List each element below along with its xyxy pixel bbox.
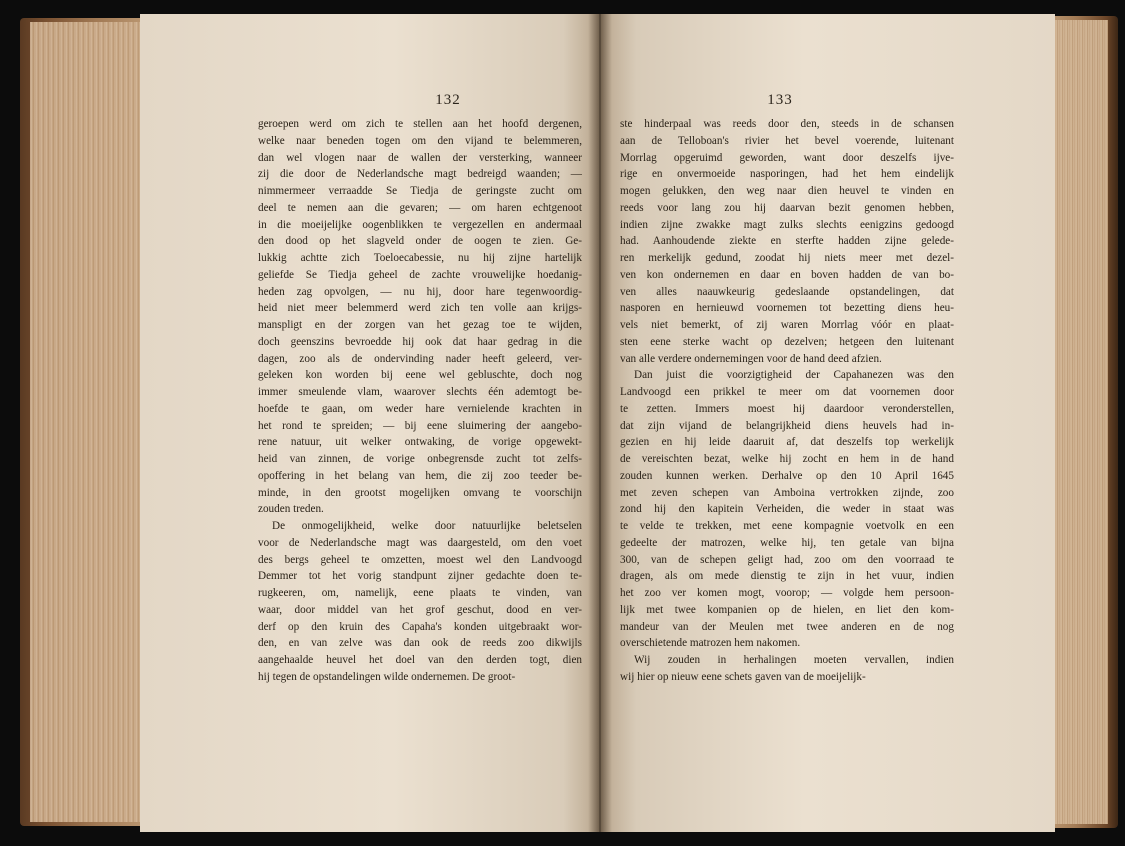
text-line: ren merkelijk gedund, zoodat hij niets meer met dezel- [620, 252, 954, 264]
text-line: nimmermeer verraadde Se Tiedja de geringste zucht om [258, 185, 582, 197]
text-line: opoffering in het belang van hem, die zij zoo teeder be- [258, 469, 582, 482]
text-line: te zetten. Immers moest hij daardoor veronderstellen, [620, 402, 954, 415]
text-line: overschietende matrozen hem nakomen. [620, 637, 801, 650]
right-page [600, 14, 1055, 832]
text-line: van alle verdere ondernemingen voor de hand deed afzien. [620, 352, 882, 365]
text-line: manspligt en der zorgen van het gezag toe te wijden, [258, 319, 582, 331]
text-line: voor de Nederlandsche magt was daargesteld, om den voet [258, 536, 582, 549]
text-line: dagen, zoo als de ondervinding nader heeft geleerd, ver- [258, 352, 582, 365]
left-page [140, 14, 600, 832]
text-line: des bergs geheel te omzetten, moest wel den Landvoogd [258, 553, 582, 566]
text-line: lukkig achtte zich Toeloecabessie, nu hij zijne hartelijk [258, 252, 582, 264]
page-edges-right [1048, 20, 1108, 824]
text-line: zouden treden. [258, 503, 324, 516]
text-line: nasporen en hernieuwd voornemen tot bezetting diens heu- [620, 302, 954, 315]
text-line: reeds voor lang zou hij daarvan bezit genomen hebben, [620, 201, 954, 214]
text-line: heid van zinnen, de vorige onbegrensde zucht tot zelfs- [258, 453, 582, 465]
text-line: aan de Telloboan's rivier het bevel voerende, luitenant [620, 134, 954, 147]
text-line: sten eene sterke wacht op dezelven; hetgeen den luitenant [620, 335, 954, 348]
text-line: zij die door de Nederlandsche magt bedreigd waanden; — [258, 168, 582, 181]
right-page-number: 133 [767, 92, 793, 108]
text-line: heid niet meer belemmerd werd zich ten volle aan krijgs- [258, 302, 582, 315]
text-line: dat zijn vijand de belangrijkheid diens heuvels had in- [620, 419, 954, 432]
text-line: Morrlag opgeruimd geworden, want door deszelfs ijve- [620, 151, 954, 164]
text-line: geroepen werd om zich te stellen aan het hoofd dergenen, [258, 118, 582, 130]
left-page-number: 132 [435, 92, 461, 108]
text-line: wij hier op nieuw eene schets gaven van de moeijelijk- [620, 670, 866, 683]
text-line: indien zijne zwakke magt zulks slechts eenigzins gedoogd [620, 218, 954, 231]
text-line: gedeelte der matrozen, welke hij, ten getale van bijna [620, 536, 954, 549]
text-line: doch geenszins bevroedde hij ook dat haar gedrag in die [258, 335, 582, 348]
text-line: Dan juist die voorzigtigheid der Capahanezen was den [634, 369, 954, 382]
text-line: De onmogelijkheid, welke door natuurlijke beletselen [272, 520, 582, 532]
text-line: te velde te trekken, met eene kompagnie voetvolk en een [620, 520, 954, 532]
text-line: minde, in den grootst mogelijken omvang te voorschijn [258, 486, 582, 499]
text-line: de vereischten bezat, welke hij zocht en hem in de hand [620, 453, 954, 465]
text-line: mogen gelukken, den weg naar dien heuvel te vinden en [620, 185, 954, 197]
text-line: vels niet bemerkt, of zij waren Morrlag vóór en plaat- [620, 319, 954, 331]
text-line: hoefde te gaan, om weder hare vernielende krachten in [258, 402, 582, 415]
text-line: Wij zouden in herhalingen moeten vervallen, indien [634, 654, 954, 666]
text-line: hij tegen de opstandelingen wilde ondernemen. De groot- [258, 670, 516, 683]
text-line: ste hinderpaal was reeds door den, steeds in de schansen [620, 118, 954, 130]
text-line: immer smeulende vlam, waarover slechts één ademtogt be- [258, 386, 582, 398]
text-line: rugkeeren, om, namelijk, eene plaats te vinden, van [258, 587, 582, 599]
text-line: het zoo ver komen mogt, voorop; — volgde hem persoon- [620, 587, 954, 599]
text-line: ven kon ondernemen en daar en boven hadden de van bo- [620, 268, 954, 281]
right-page-text [620, 116, 954, 686]
text-line: rene natuur, uit welker ontwaking, de vorige opgewekt- [258, 436, 582, 449]
text-line: Landvoogd een prikkel te meer om dat voornemen door [620, 386, 954, 398]
text-line: Demmer tot het vorig standpunt zijner gedachte doen te- [258, 570, 582, 583]
text-line: deel te nemen aan die gevaren; — om haren echtgenoot [258, 201, 582, 214]
text-line: gezien en hij leide daaruit af, dat deszelfs top werkelijk [620, 436, 954, 449]
text-line: waar, door middel van het grof geschut, dood en ver- [258, 603, 582, 616]
text-line: den dood op het slagveld onder de oogen te zien. Ge- [258, 235, 582, 248]
text-line: 300, van de schepen geligt had, zoo om den voorraad te [620, 553, 954, 566]
book-gutter [588, 14, 612, 832]
text-line: zouden kunnen werken. Derhalve op den 10 April 1645 [620, 469, 954, 482]
text-line: het rond te spreiden; — bij eene sluimering der aangebo- [258, 419, 582, 432]
left-page-text [258, 116, 582, 686]
text-line: lijk met twee kompanien op de hielen, en liet den kom- [620, 603, 954, 616]
text-line: rige en onvermoeide nasporingen, had het hem eindelijk [620, 168, 954, 181]
text-line: den, en van zelve was dan ook de reeds zoo dikwijls [258, 637, 582, 650]
text-line: geleken kon worden bij eene wel gebluschte, doch nog [258, 369, 582, 382]
text-line: welke naar beneden togen om den vijand te belemmeren, [258, 134, 582, 147]
text-line: aangehaalde heuvel het doel van den derden togt, dien [258, 654, 582, 666]
text-line: derf op den kruin des Capaha's konden uitgebraakt wor- [258, 620, 582, 633]
text-line: ven alles naauwkeurig gedeslaande opstandelingen, dat [620, 285, 954, 298]
text-line: had. Aanhoudende ziekte en sterfte hadden zijne gelede- [620, 235, 954, 248]
text-line: dan wel vlogen naar de wallen der versterking, wanneer [258, 151, 582, 164]
text-line: mandeur van der Meulen met twee anderen en de nog [620, 620, 954, 633]
text-line: zond hij den kapitein Verheiden, die weder in staat was [620, 503, 954, 516]
text-line: heden zag opvolgen, — nu hij, door hare tegenwoordig- [258, 285, 582, 298]
text-line: in die moeijelijke oogenblikken te vergezellen en andermaal [258, 218, 582, 231]
text-line: met zeven schepen van Amboina vertrokken zijnde, zoo [620, 486, 954, 499]
text-line: geliefde Se Tiedja geheel de zachte vrouwelijke hoedanig- [258, 268, 582, 281]
page-edges-left [30, 22, 148, 822]
text-line: dragen, als om mede dienstig te zijn in het vuur, indien [620, 570, 954, 583]
